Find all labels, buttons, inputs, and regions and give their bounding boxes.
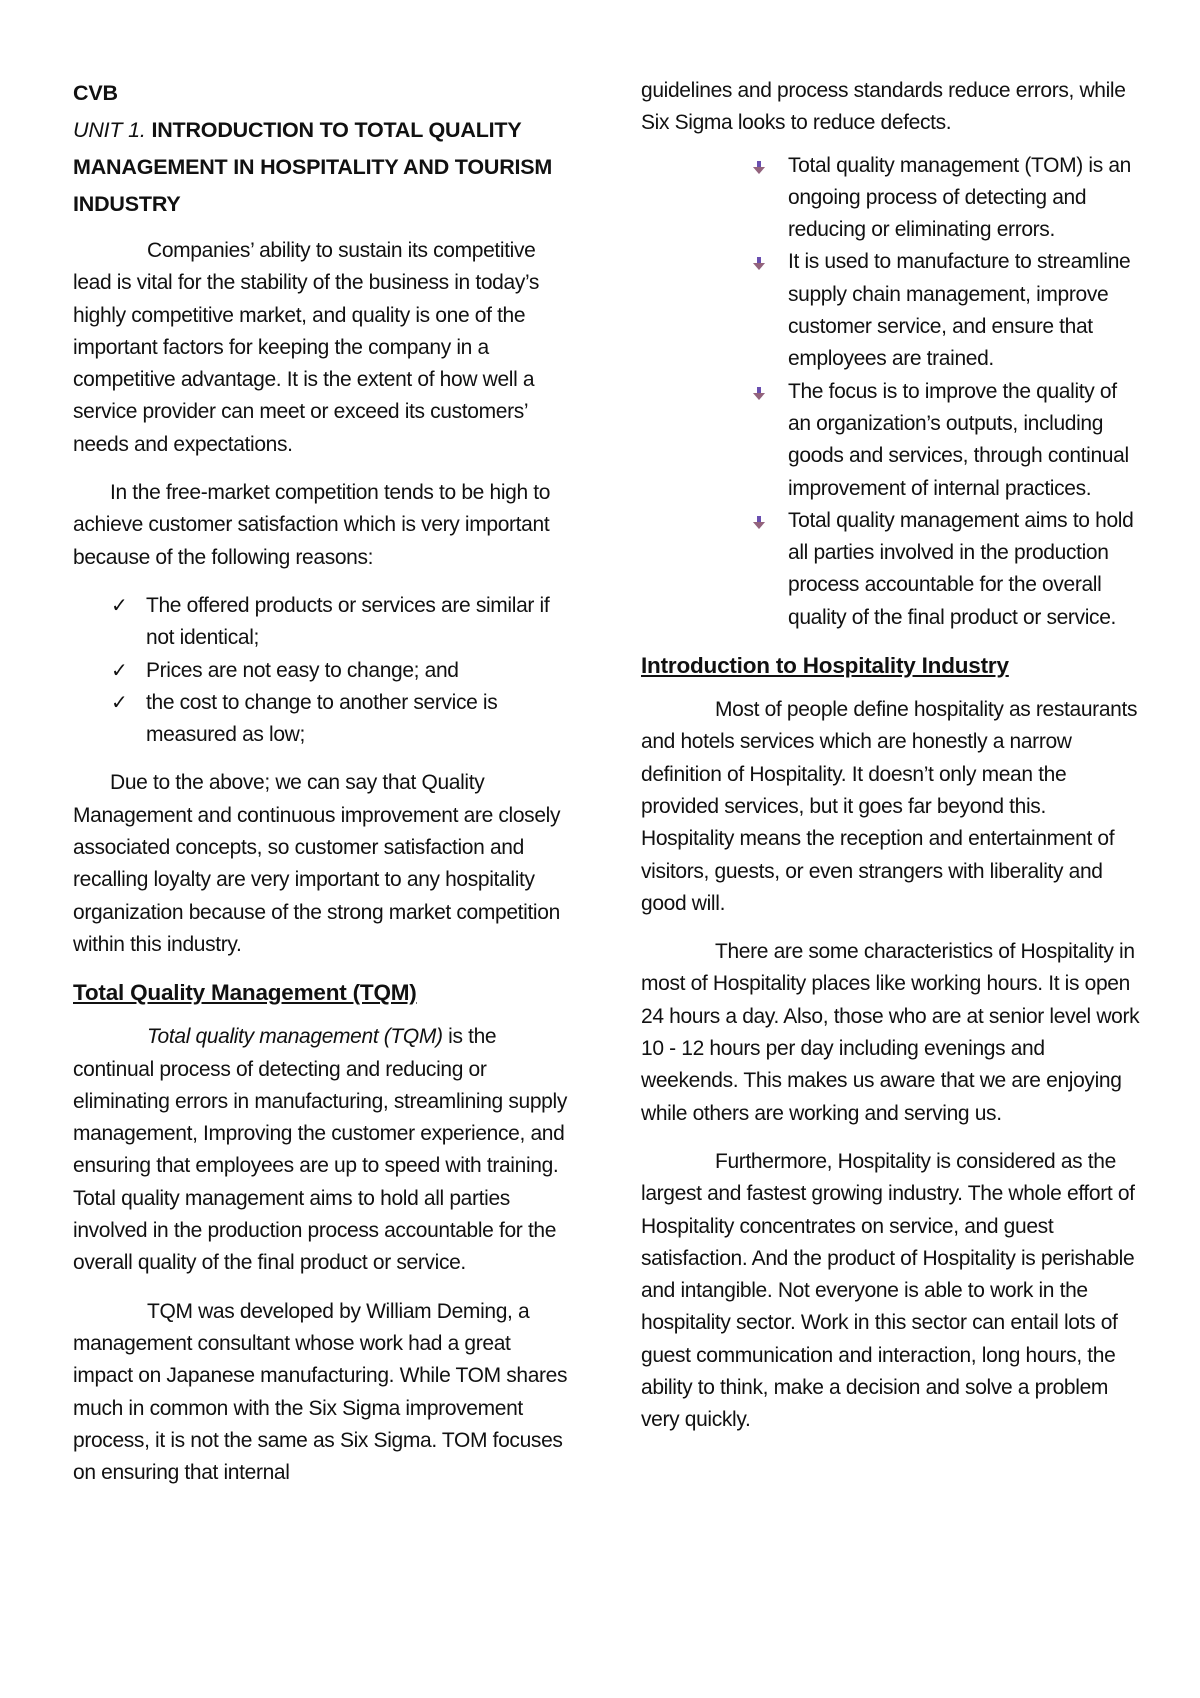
list-item xyxy=(73,655,573,687)
left-column xyxy=(73,75,573,1505)
checkmark-icon: ✓ xyxy=(111,594,128,617)
bullet-text: It is used to manufacture to streamline supply chain management, improve customer service, and ensure that employees are trained. xyxy=(788,250,1131,371)
bullet-text: The focus is to improve the quality of an organization’s outputs, including goods and services, through continual improvement of internal practices. xyxy=(788,379,1129,500)
reason-text: Prices are not easy to change; and xyxy=(146,658,459,682)
list-item xyxy=(73,590,573,655)
list-item xyxy=(73,687,573,752)
right-column xyxy=(641,75,1141,1453)
reason-text: The offered products or services are similar if not identical; xyxy=(146,593,550,650)
list-item xyxy=(641,246,1141,375)
arrow-bullet-icon xyxy=(751,514,773,530)
continuation-paragraph: guidelines and process standards reduce errors, while Six Sigma looks to reduce defects. xyxy=(641,79,1126,135)
tqm-definition-paragraph xyxy=(73,1021,573,1279)
intro-paragraph: Companies’ ability to sustain its competitive lead is vital for the stability of the business in today’s highly competitive market, and quality is one of the important factors for keeping the company in a competitive advantage. It is the extent of how well a service provider can meet or exceed its customers’ needs and expectations. xyxy=(73,239,540,456)
tqm-history-paragraph: TQM was developed by William Deming, a management consultant whose work had a great impact on Japanese manufacturing. While TOM shares much in common with the Six Sigma improvement process, it is not the same as Six Sigma. TOM focuses on ensuring that internal xyxy=(73,1299,568,1485)
tqm-definition-text: is the continual process of detecting and reducing or eliminating errors in manufacturing, streamlining supply management, Improving the customer experience, and ensuring that employees are up to speed with training. Total quality management aims to hold all parties involved in the production process accountable for the overall quality of the final product or service. xyxy=(73,1025,567,1275)
tqm-term: Total quality management (TQM) xyxy=(147,1025,443,1049)
bullet-text: Total quality management aims to hold all parties involved in the production process accountable for the overall quality of the final product or service. xyxy=(788,508,1134,629)
doc-label: CVB xyxy=(73,81,118,105)
hospitality-definition-paragraph: Most of people define hospitality as restaurants and hotels services which are honestly a narrow definition of Hospitality. It doesn’t only mean the provided services, but it goes far beyond this. Hospitality means the reception and entertainment of visitors, guests, or even strangers with liberality and good will. xyxy=(641,698,1138,915)
list-item xyxy=(641,376,1141,505)
tqm-heading: Total Quality Management (TQM) xyxy=(73,980,417,1006)
hospitality-industry-paragraph: Furthermore, Hospitality is considered as the largest and fastest growing industry. The whole effort of Hospitality concentrates on service, and guest satisfaction. And the product of Hospitality is perishable and intangible. Not everyone is able to work in the hospitality sector. Work in this sector can entail lots of guest communication and interaction, long hours, the ability to think, make a decision and solve a problem very quickly. xyxy=(641,1149,1135,1432)
arrow-bullet-icon xyxy=(751,159,773,175)
list-item xyxy=(641,150,1141,247)
reason-text: the cost to change to another service is measured as low; xyxy=(146,690,498,747)
hospitality-heading: Introduction to Hospitality Industry xyxy=(641,653,1009,679)
list-item xyxy=(641,505,1141,634)
checkmark-icon: ✓ xyxy=(111,691,128,714)
checkmark-icon: ✓ xyxy=(111,659,128,682)
arrow-bullet-icon xyxy=(751,385,773,401)
hospitality-characteristics-paragraph: There are some characteristics of Hospitality in most of Hospitality places like working hours. It is open 24 hours a day. Also, those who are at senior level work 10 - 12 hours per day including evenings and weekends. This makes us aware that we are enjoying while others are working and serving us. xyxy=(641,940,1140,1125)
unit-prefix: UNIT 1. xyxy=(73,118,146,142)
tqm-bullets xyxy=(641,150,1141,634)
unit-title-text: INTRODUCTION TO TOTAL QUALITY MANAGEMENT IN HOSPITALITY AND TOURISM INDUSTRY xyxy=(73,118,553,216)
bullet-text: Total quality management (TOM) is an ongoing process of detecting and reducing or eliminating errors. xyxy=(788,153,1131,242)
free-market-paragraph: In the free-market competition tends to be high to achieve customer satisfaction which is very important because of the following reasons: xyxy=(73,481,551,569)
arrow-bullet-icon xyxy=(751,255,773,271)
unit-title xyxy=(73,112,573,223)
due-paragraph: Due to the above; we can say that Quality Management and continuous improvement are closely associated concepts, so customer satisfaction and recalling loyalty are very important to any hospitality organization because of the strong market competition within this industry. xyxy=(73,771,561,956)
reasons-list xyxy=(73,590,573,751)
